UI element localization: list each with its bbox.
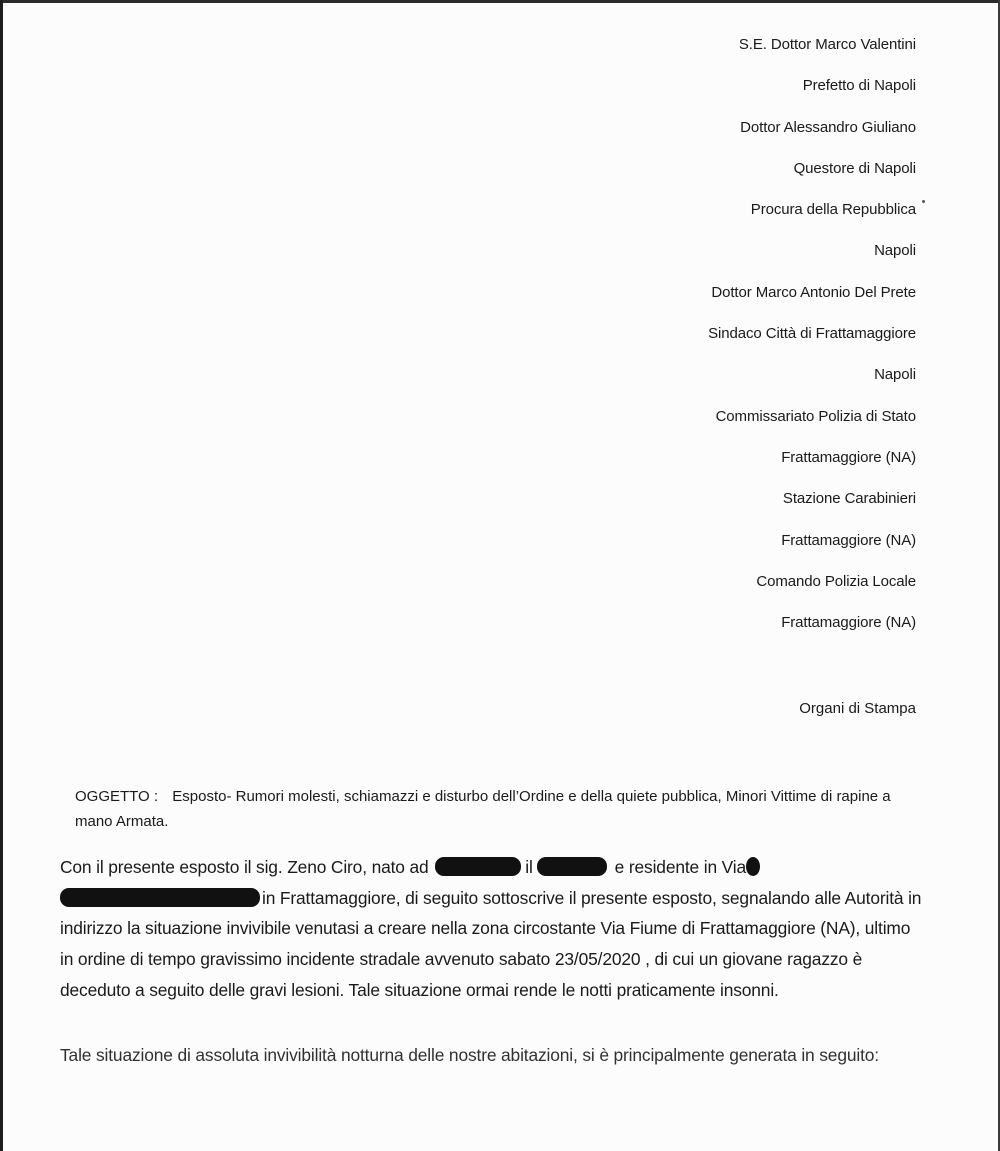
recipient-line: Stazione Carabinieri	[782, 490, 916, 508]
paragraph-situation: Tale situazione di assoluta invivibilità notturna delle nostre abitazioni, si è principalmente generata in seguito:	[60, 1045, 879, 1065]
redaction-street	[746, 857, 760, 876]
recipient-line: Procura della Repubblica	[750, 201, 916, 219]
recipient-line: Frattamaggiore (NA)	[781, 614, 916, 632]
recipient-line: Napoli	[874, 366, 916, 384]
redaction-birthplace	[435, 857, 521, 876]
paragraph-complaint	[60, 852, 928, 1006]
paragraph-text-c: e residente in Via	[614, 857, 747, 877]
recipient-line: Frattamaggiore (NA)	[781, 531, 916, 549]
paragraph-text-d: in Frattamaggiore, di seguito sottoscrive il presente esposto, segnalando alle Autorità in indirizzo la situazione invivibile venutasi a creare nella zona circostante Via Fiume di Frattamaggiore (NA), ultimo in ordine di tempo gravissimo incidente stradale avvenuto sabato 23/05/2020 , di cui un giovane ragazzo è deceduto a seguito delle gravi lesioni. Tale situazione ormai rende le notti praticamente insonni.	[60, 887, 922, 1000]
recipient-line: Dottor Marco Antonio Del Prete	[711, 283, 916, 301]
recipient-line: Sindaco Città di Frattamaggiore	[708, 325, 916, 343]
stray-dot-mark	[922, 200, 925, 203]
recipient-line: S.E. Dottor Marco Valentini	[738, 36, 916, 53]
recipient-line: Dottor Alessandro Giuliano	[740, 118, 916, 136]
recipient-line: Prefetto di Napoli	[802, 77, 916, 95]
paragraph-text-b: il	[525, 857, 533, 877]
recipient-line: Comando Polizia Locale	[756, 572, 916, 590]
redaction-birthdate	[537, 857, 607, 876]
recipient-line: Frattamaggiore (NA)	[781, 448, 916, 466]
redaction-address	[60, 888, 260, 907]
organi-di-stampa: Organi di Stampa	[799, 700, 916, 717]
recipient-line: Commissariato Polizia di Stato	[715, 407, 916, 425]
scan-edge-left	[0, 0, 3, 1151]
paragraph-text-a: Con il presente esposto il sig. Zeno Ciro, nato ad	[60, 857, 429, 877]
recipient-line: Napoli	[874, 242, 916, 260]
subject-label: OGGETTO :	[75, 788, 159, 805]
recipient-line: Questore di Napoli	[793, 159, 916, 177]
subject-line	[75, 784, 925, 834]
subject-text: Esposto- Rumori molesti, schiamazzi e disturbo dell’Ordine e della quiete pubblica, Minori Vittime di rapine a mano Armata.	[75, 788, 891, 830]
scan-edge-top	[0, 0, 1000, 3]
recipients-block	[396, 33, 916, 652]
